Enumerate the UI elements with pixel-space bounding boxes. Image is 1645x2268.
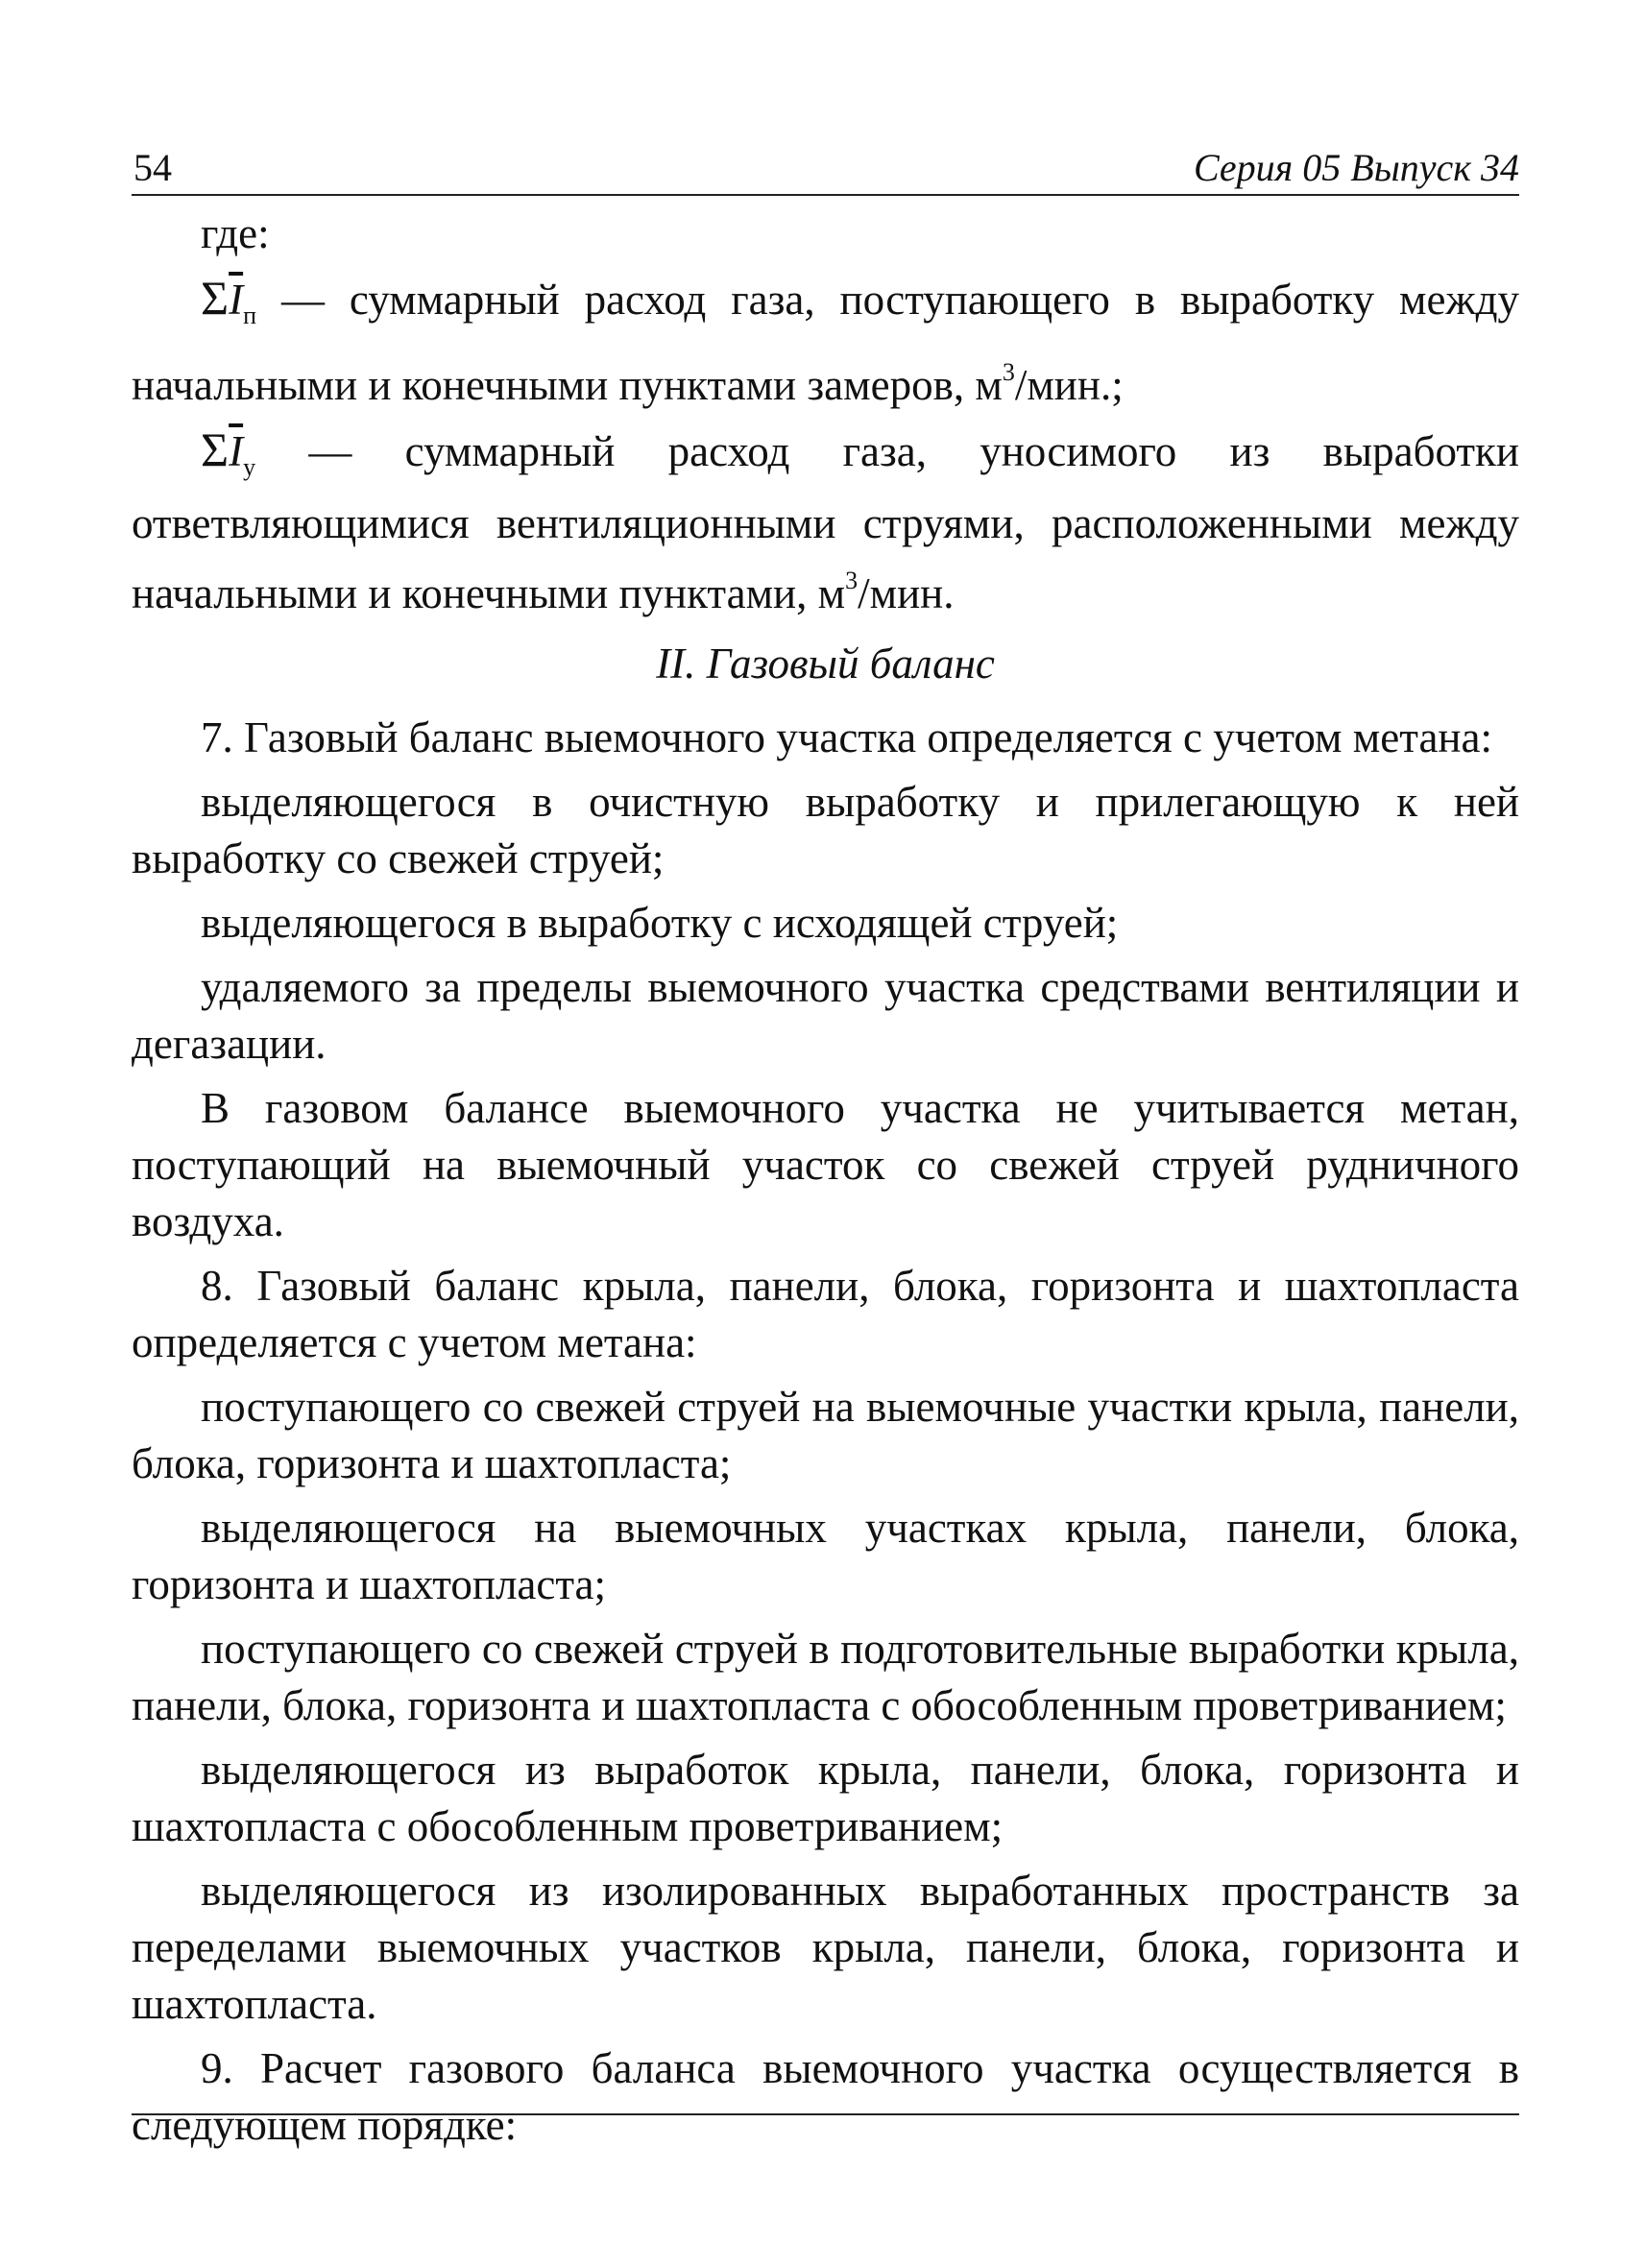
definition-inflow: $\Sigma\overline{I}_п$ — суммарный расход газа, поступающего в выработку между начальными и конечными пунктами замеров, $м^3$/мин.; xyxy=(132,271,1519,409)
paragraph: выделяющегося в выработку с исходящей струей; xyxy=(201,899,1119,947)
paragraph: В газовом балансе выемочного участка не учитывается метан, поступающий на выемочный участок со свежей струей рудничного воздуха. xyxy=(132,1084,1519,1245)
definition-outflow: $\Sigma\overline{I}_у$ — суммарный расход газа, уносимого из выработки ответвляющимися вентиляционными струями, расположенными между начальными и конечными пунктами, $м^3$/мин. xyxy=(132,422,1519,617)
header-rule xyxy=(132,194,1519,196)
series-title: Серия 05 Выпуск 34 xyxy=(1193,146,1519,189)
document-page xyxy=(132,134,1519,2161)
section-title: II. Газовый баланс xyxy=(656,639,995,688)
paragraph: выделяющегося из выработок крыла, панели, блока, горизонта и шахтопласта с обособленным проветриванием; xyxy=(132,1746,1519,1850)
paragraph: удаляемого за пределы выемочного участка средствами вентиляции и дегазации. xyxy=(132,963,1519,1068)
paragraph: поступающего со свежей струей в подготовительные выработки крыла, панели, блока, горизонта и шахтопласта с обособленным проветриванием; xyxy=(132,1625,1519,1729)
formula-symbol-inflow: $\Sigma\overline{I}_п$ xyxy=(201,271,257,329)
running-header xyxy=(132,134,1519,192)
where-label: где: xyxy=(201,209,270,257)
paragraph: 8. Газовый баланс крыла, панели, блока, горизонта и шахтопласта определяется с учетом метана: xyxy=(132,1262,1519,1366)
paragraph: 7. Газовый баланс выемочного участка определяется с учетом метана: xyxy=(201,713,1492,761)
paragraph: выделяющегося в очистную выработку и прилегающую к ней выработку со свежей струей; xyxy=(132,778,1519,882)
paragraph: 9. Расчет газового баланса выемочного участка осуществляется в следующем порядке: xyxy=(132,2044,1519,2149)
formula-symbol-outflow: $\Sigma\overline{I}_у$ xyxy=(201,422,256,481)
body-text xyxy=(132,205,1519,2154)
paragraph: выделяющегося из изолированных выработанных пространств за переделами выемочных участков крыла, панели, блока, горизонта и шахтопласта. xyxy=(132,1867,1519,2028)
page-number: 54 xyxy=(133,146,172,189)
paragraph: поступающего со свежей струей на выемочные участки крыла, панели, блока, горизонта и шахтопласта; xyxy=(132,1383,1519,1487)
paragraph: выделяющегося на выемочных участках крыла, панели, блока, горизонта и шахтопласта; xyxy=(132,1504,1519,1608)
footer-rule xyxy=(132,2113,1519,2115)
